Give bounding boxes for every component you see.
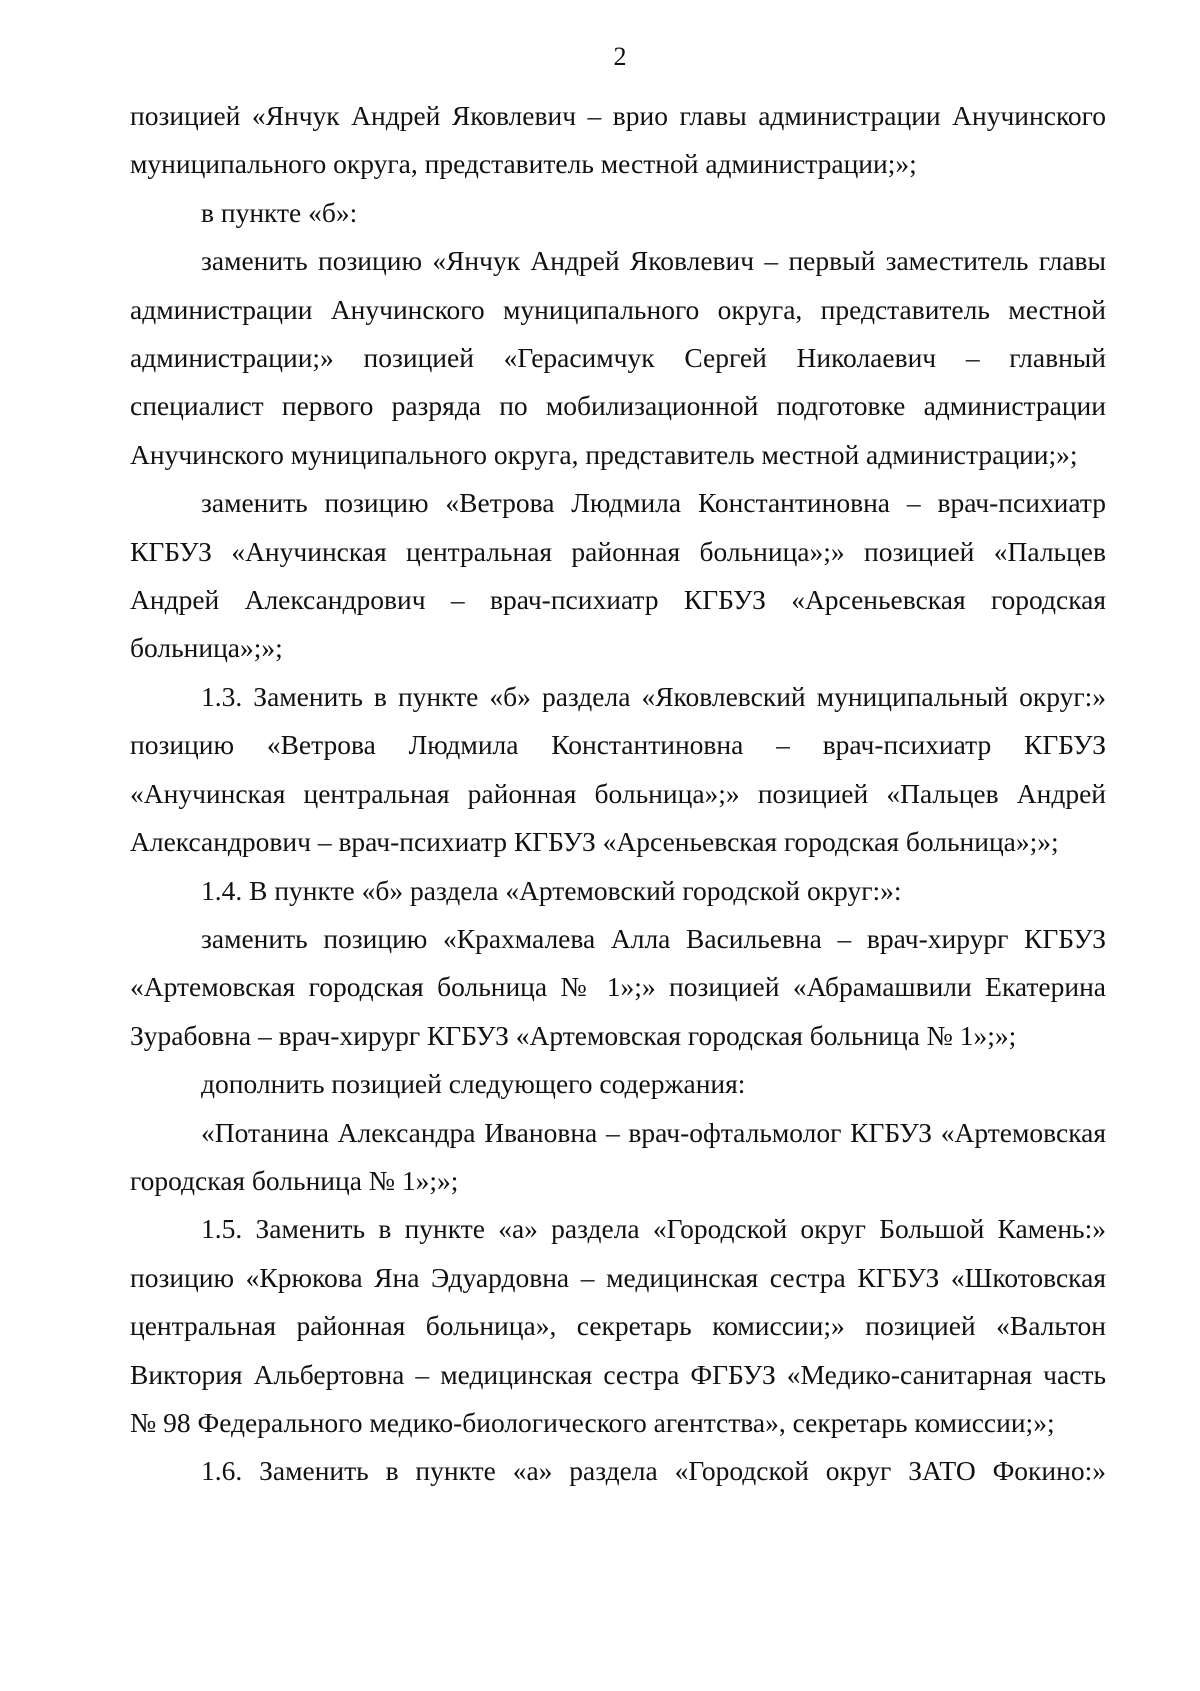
paragraph-continuation: позицией «Янчук Андрей Яковлевич – врио главы администрации Анучинского муниципального округа, представитель местной администрации;»;	[130, 100, 1106, 180]
paragraph-item-1-5: 1.5. Заменить в пункте «а» раздела «Городской округ Большой Камень:» позицию «Крюкова Яна Эдуардовна – медицинская сестра КГБУЗ «Шкотовская центральная районная больница», секретарь комиссии;» позицией «Вальтон Виктория Альбертовна – медицинская сестра ФГБУЗ «Медико-санитарная часть № 98 Федерального медико-биологического агентства», секретарь комиссии;»;	[130, 1213, 1106, 1438]
document-body	[130, 92, 1106, 1496]
paragraph-add-position: дополнить позицией следующего содержания:	[201, 1068, 746, 1100]
paragraph-replace-yanchuk: заменить позицию «Янчук Андрей Яковлевич – первый заместитель главы администрации Анучинского муниципального округа, представитель местной администрации;» позицией «Герасимчук Сергей Николаевич – главный специалист первого разряда по мобилизационной подготовке администрации Анучинского муниципального округа, представитель местной администрации;»;	[130, 245, 1106, 470]
paragraph-item-1-4: 1.4. В пункте «б» раздела «Артемовский городской округ:»:	[201, 874, 902, 906]
paragraph-item-1-3: 1.3. Заменить в пункте «б» раздела «Яковлевский муниципальный округ:» позицию «Ветрова Людмила Константиновна – врач-психиатр КГБУЗ «Анучинская центральная районная больница»;» позицией «Пальцев Андрей Александрович – врач-психиатр КГБУЗ «Арсеньевская городская больница»;»;	[130, 680, 1106, 858]
page-number: 2	[613, 42, 627, 71]
paragraph-item-1-6: 1.6. Заменить в пункте «а» раздела «Городской округ ЗАТО Фокино:»	[201, 1455, 1106, 1487]
paragraph-potanina: «Потанина Александра Ивановна – врач-офтальмолог КГБУЗ «Артемовская городская больница № 1»;»;	[130, 1116, 1106, 1196]
paragraph-replace-vetrova: заменить позицию «Ветрова Людмила Константиновна – врач-психиатр КГБУЗ «Анучинская центральная районная больница»;» позицией «Пальцев Андрей Александрович – врач-психиатр КГБУЗ «Арсеньевская городская больница»;»;	[130, 487, 1106, 664]
paragraph-replace-krakhmaleva: заменить позицию «Крахмалева Алла Васильевна – врач-хирург КГБУЗ «Артемовская городская больница № 1»;» позицией «Абрамашвили Екатерина Зурабовна – врач-хирург КГБУЗ «Артемовская городская больница № 1»;»;	[130, 922, 1106, 1051]
paragraph-subitem-b-heading: в пункте «б»:	[201, 196, 358, 228]
